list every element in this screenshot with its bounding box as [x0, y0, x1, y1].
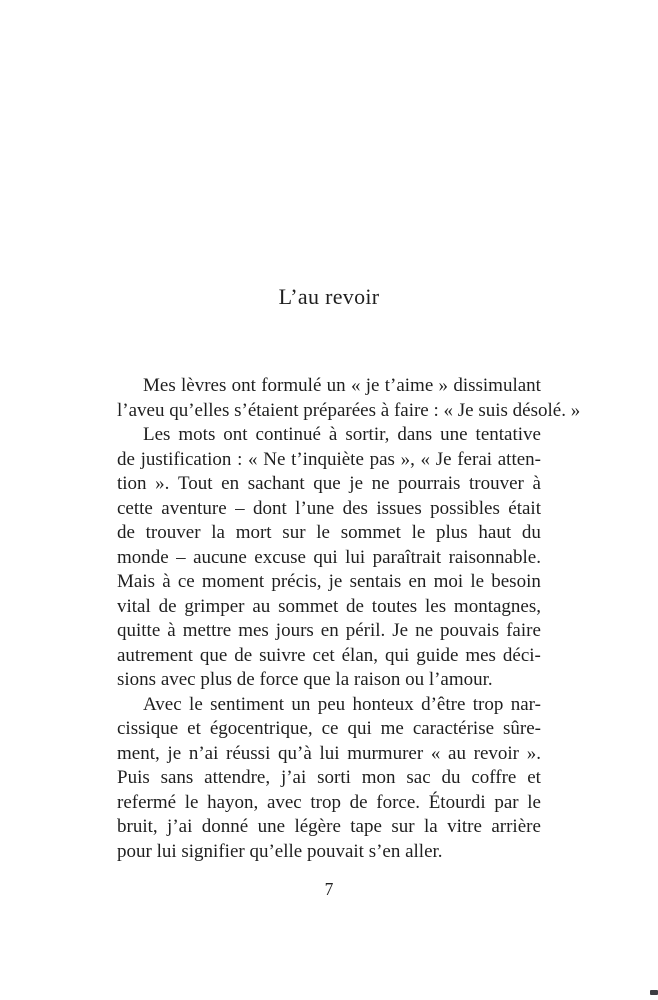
text-line: pour lui signifier qu’elle pouvait s’en aller. — [117, 840, 443, 862]
text-line: Les mots ont continué à sortir, dans une tentative — [143, 424, 541, 445]
text-line: autrement que de suivre cet élan, qui guide mes déci- — [117, 644, 541, 666]
text-line: cette aventure – dont l’une des issues possibles était — [117, 497, 541, 519]
scan-artifact-mark — [650, 990, 658, 995]
text-line: l’aveu qu’elles s’étaient préparées à faire : « Je suis désolé. » — [117, 399, 581, 421]
text-line: tion ». Tout en sachant que je ne pourrais trouver à — [117, 473, 541, 494]
text-line: quitte à mettre mes jours en péril. Je ne pouvais faire — [117, 620, 541, 641]
text-line: ment, je n’ai réussi qu’à lui murmurer « au revoir ». — [117, 742, 541, 764]
text-line: de trouver la mort sur le sommet le plus haut du — [117, 522, 541, 543]
text-line: monde – aucune excuse qui lui paraîtrait raisonnable. — [117, 546, 541, 568]
text-line: Mes lèvres ont formulé un « je t’aime » dissimulant — [143, 375, 541, 396]
text-line: Avec le sentiment un peu honteux d’être trop nar- — [143, 693, 541, 715]
page-number: 7 — [324, 879, 334, 899]
text-line: Mais à ce moment précis, je sentais en moi le besoin — [117, 571, 541, 592]
text-line: bruit, j’ai donné une légère tape sur la vitre arrière — [117, 816, 541, 837]
text-line: cissique et égocentrique, ce qui me caractérise sûre- — [117, 718, 541, 739]
text-line: Puis sans attendre, j’ai sorti mon sac du coffre et — [117, 767, 541, 788]
chapter-title: L’au revoir — [278, 284, 380, 309]
text-line: refermé le hayon, avec trop de force. Étourdi par le — [117, 791, 541, 813]
text-line: vital de grimper au sommet de toutes les montagnes, — [117, 595, 541, 617]
text-line: sions avec plus de force que la raison ou l’amour. — [117, 669, 493, 690]
text-line: de justification : « Ne t’inquiète pas », « Je ferai atten- — [117, 448, 541, 470]
page-body-text — [117, 374, 581, 864]
